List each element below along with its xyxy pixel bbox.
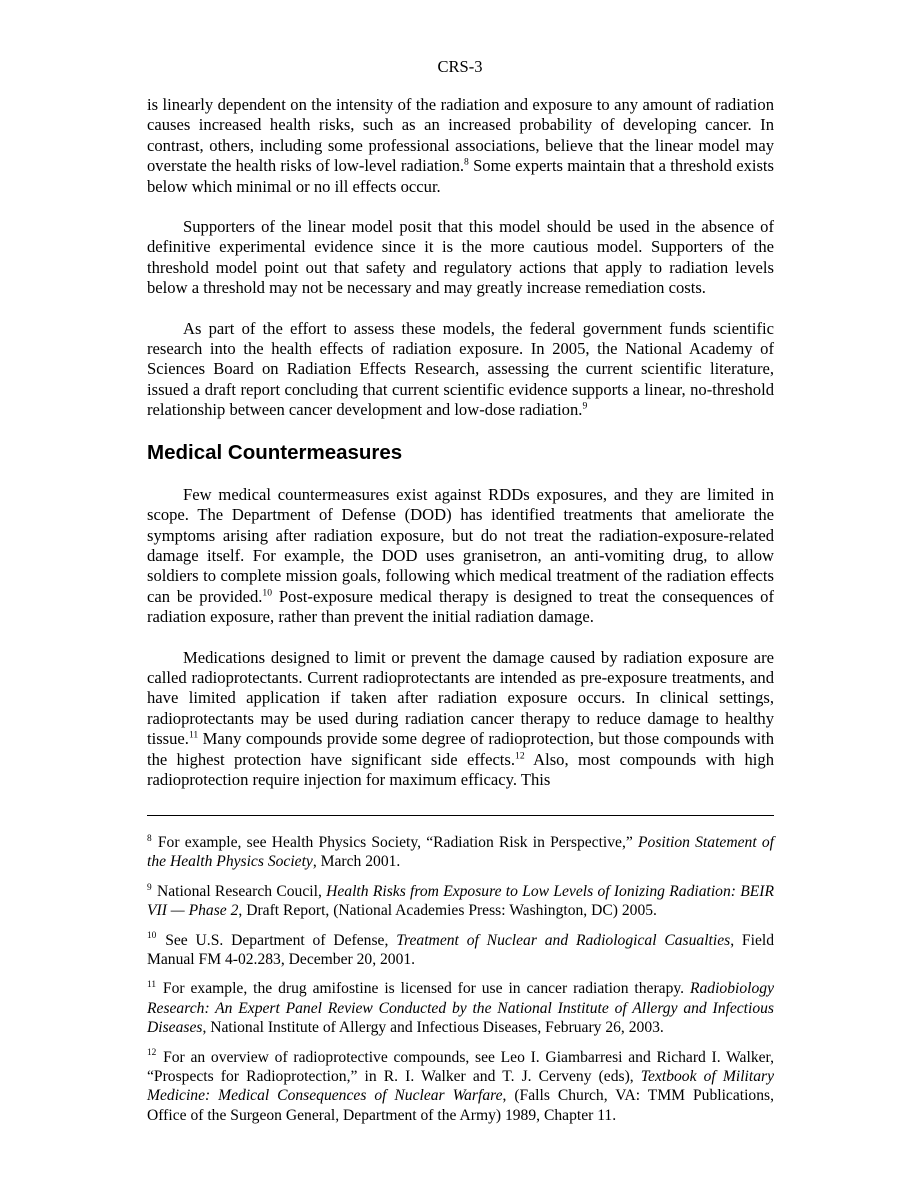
paragraph-linear-model [147, 95, 774, 197]
paragraph-radioprotectants [147, 648, 774, 791]
footnote-text: For an overview of radioprotective compounds, see Leo I. Giambarresi and Richard I. Walker, “Prospects for Radioprotection,” in R. I. Walker and T. J. Cerveny (eds), [147, 1048, 774, 1086]
footnote-text: For example, the drug amifostine is licensed for use in cancer radiation therapy. [157, 980, 690, 998]
footnote-ref-10[interactable]: 10 [262, 587, 273, 599]
section-heading: Medical Countermeasures [147, 440, 403, 464]
footnote-12 [147, 1048, 774, 1126]
footnote-text: , (Falls Church, VA: TMM Publications, Office of the Surgeon General, Department of the Army) 1989, Chapter 11. [147, 1087, 774, 1124]
page-number-header: CRS-3 [437, 57, 483, 76]
paragraph-text: Post-exposure medical therapy is designed to treat the consequences of radiation exposure, rather than prevent the initial radiation damage. [147, 586, 775, 627]
footnote-10 [147, 931, 774, 970]
footnote-number: 8 [147, 833, 152, 844]
footnote-ref-9[interactable]: 9 [582, 400, 588, 412]
footnote-ref-12[interactable]: 12 [515, 750, 525, 762]
paragraph-text: Medications designed to limit or prevent the damage caused by radiation exposure are called radioprotectants. Current radioprotectants are intended as pre-exposure treatments, and have limited application if taken after radiation exposure occurs. In clinical settings, radioprotectants may be used during radiation cancer therapy to reduce damage to healthy tissue. [147, 647, 774, 749]
footnote-ref-8[interactable]: 8 [464, 156, 469, 168]
paragraph-text: Also, most compounds with high radioprotection require injection for maximum efficacy. This [147, 749, 774, 789]
paragraph-text: is linearly dependent on the intensity of the radiation and exposure to any amount of radiation causes increased health risks, such as an increased probability of developing cancer. In contrast, others, including some professional associations, believe that the linear model may overstate the health risks of low-level radiation. [147, 95, 774, 176]
paragraph-text: As part of the effort to assess these models, the federal government funds scientific research into the health effects of radiation exposure. In 2005, the National Academy of Sciences Board on Radiation Effects Research, assessing the current scientific literature, issued a draft report concluding that current scientific evidence supports a linear, no-threshold relationship between cancer development and low-dose radiation. [147, 318, 774, 420]
footnote-number: 9 [147, 882, 152, 893]
footnote-text: , National Institute of Allergy and Infectious Diseases, February 26, 2003. [202, 1019, 664, 1037]
footnote-text: National Research Coucil, [152, 882, 327, 900]
footnote-text: See U.S. Department of Defense, [157, 931, 397, 949]
footnote-ref-11[interactable]: 11 [188, 729, 199, 741]
footnote-title: Treatment of Nuclear and Radiological Casualties [396, 931, 731, 949]
footnote-9 [147, 882, 774, 921]
footnote-title: Radiobiology Research: An Expert Panel Review Conducted by the National Institute of Allergy and Infectious Diseases [147, 980, 774, 1037]
paragraph-text: Supporters of the linear model posit that this model should be used in the absence of definitive experimental evidence since it is the more cautious model. Supporters of the threshold model point out that safety and regulatory actions that apply to radiation levels below a threshold may not be necessary and may greatly increase remediation costs. [147, 217, 774, 298]
paragraph-federal-research [147, 319, 774, 421]
footnote-number: 10 [147, 931, 157, 942]
footnote-8 [147, 833, 774, 872]
footnote-title: Position Statement of the Health Physics Society [147, 834, 774, 871]
paragraph-text: Some experts maintain that a threshold exists below which minimal or no ill effects occur. [147, 156, 775, 196]
footnote-title: Textbook of Military Medicine: Medical Consequences of Nuclear Warfare [147, 1068, 774, 1105]
footnote-number: 11 [147, 980, 157, 991]
footnote-number: 12 [147, 1048, 157, 1059]
paragraph-text: Many compounds provide some degree of radioprotection, but those compounds with the highest protection have significant side effects. [147, 729, 774, 769]
footnote-text: For example, see Health Physics Society, “Radiation Risk in Perspective,” [152, 834, 638, 851]
footnote-title: Health Risks from Exposure to Low Levels of Ionizing Radiation: BEIR VII — Phase 2 [147, 882, 774, 920]
footnote-text: , March 2001. [312, 853, 401, 871]
footnote-divider [147, 815, 774, 816]
footnote-text: , Field Manual FM 4-02.283, December 20, 2001. [147, 931, 774, 969]
footnote-11 [147, 979, 774, 1037]
paragraph-countermeasures [147, 485, 774, 628]
footnote-text: , Draft Report, (National Academies Press: Washington, DC) 2005. [238, 902, 657, 920]
paragraph-supporters [147, 217, 774, 299]
footnotes [147, 833, 774, 1135]
body-text [147, 95, 774, 810]
paragraph-text: Few medical countermeasures exist against RDDs exposures, and they are limited in scope. The Department of Defense (DOD) has identified treatments that ameliorate the symptoms arising after radiation exposure, but do not treat the radiation-exposure-related damage itself. For example, the DOD uses granisetron, an anti-vomiting drug, to allow soldiers to complete mission goals, following which medical treatment of the radiation effects can be provided. [147, 484, 774, 606]
